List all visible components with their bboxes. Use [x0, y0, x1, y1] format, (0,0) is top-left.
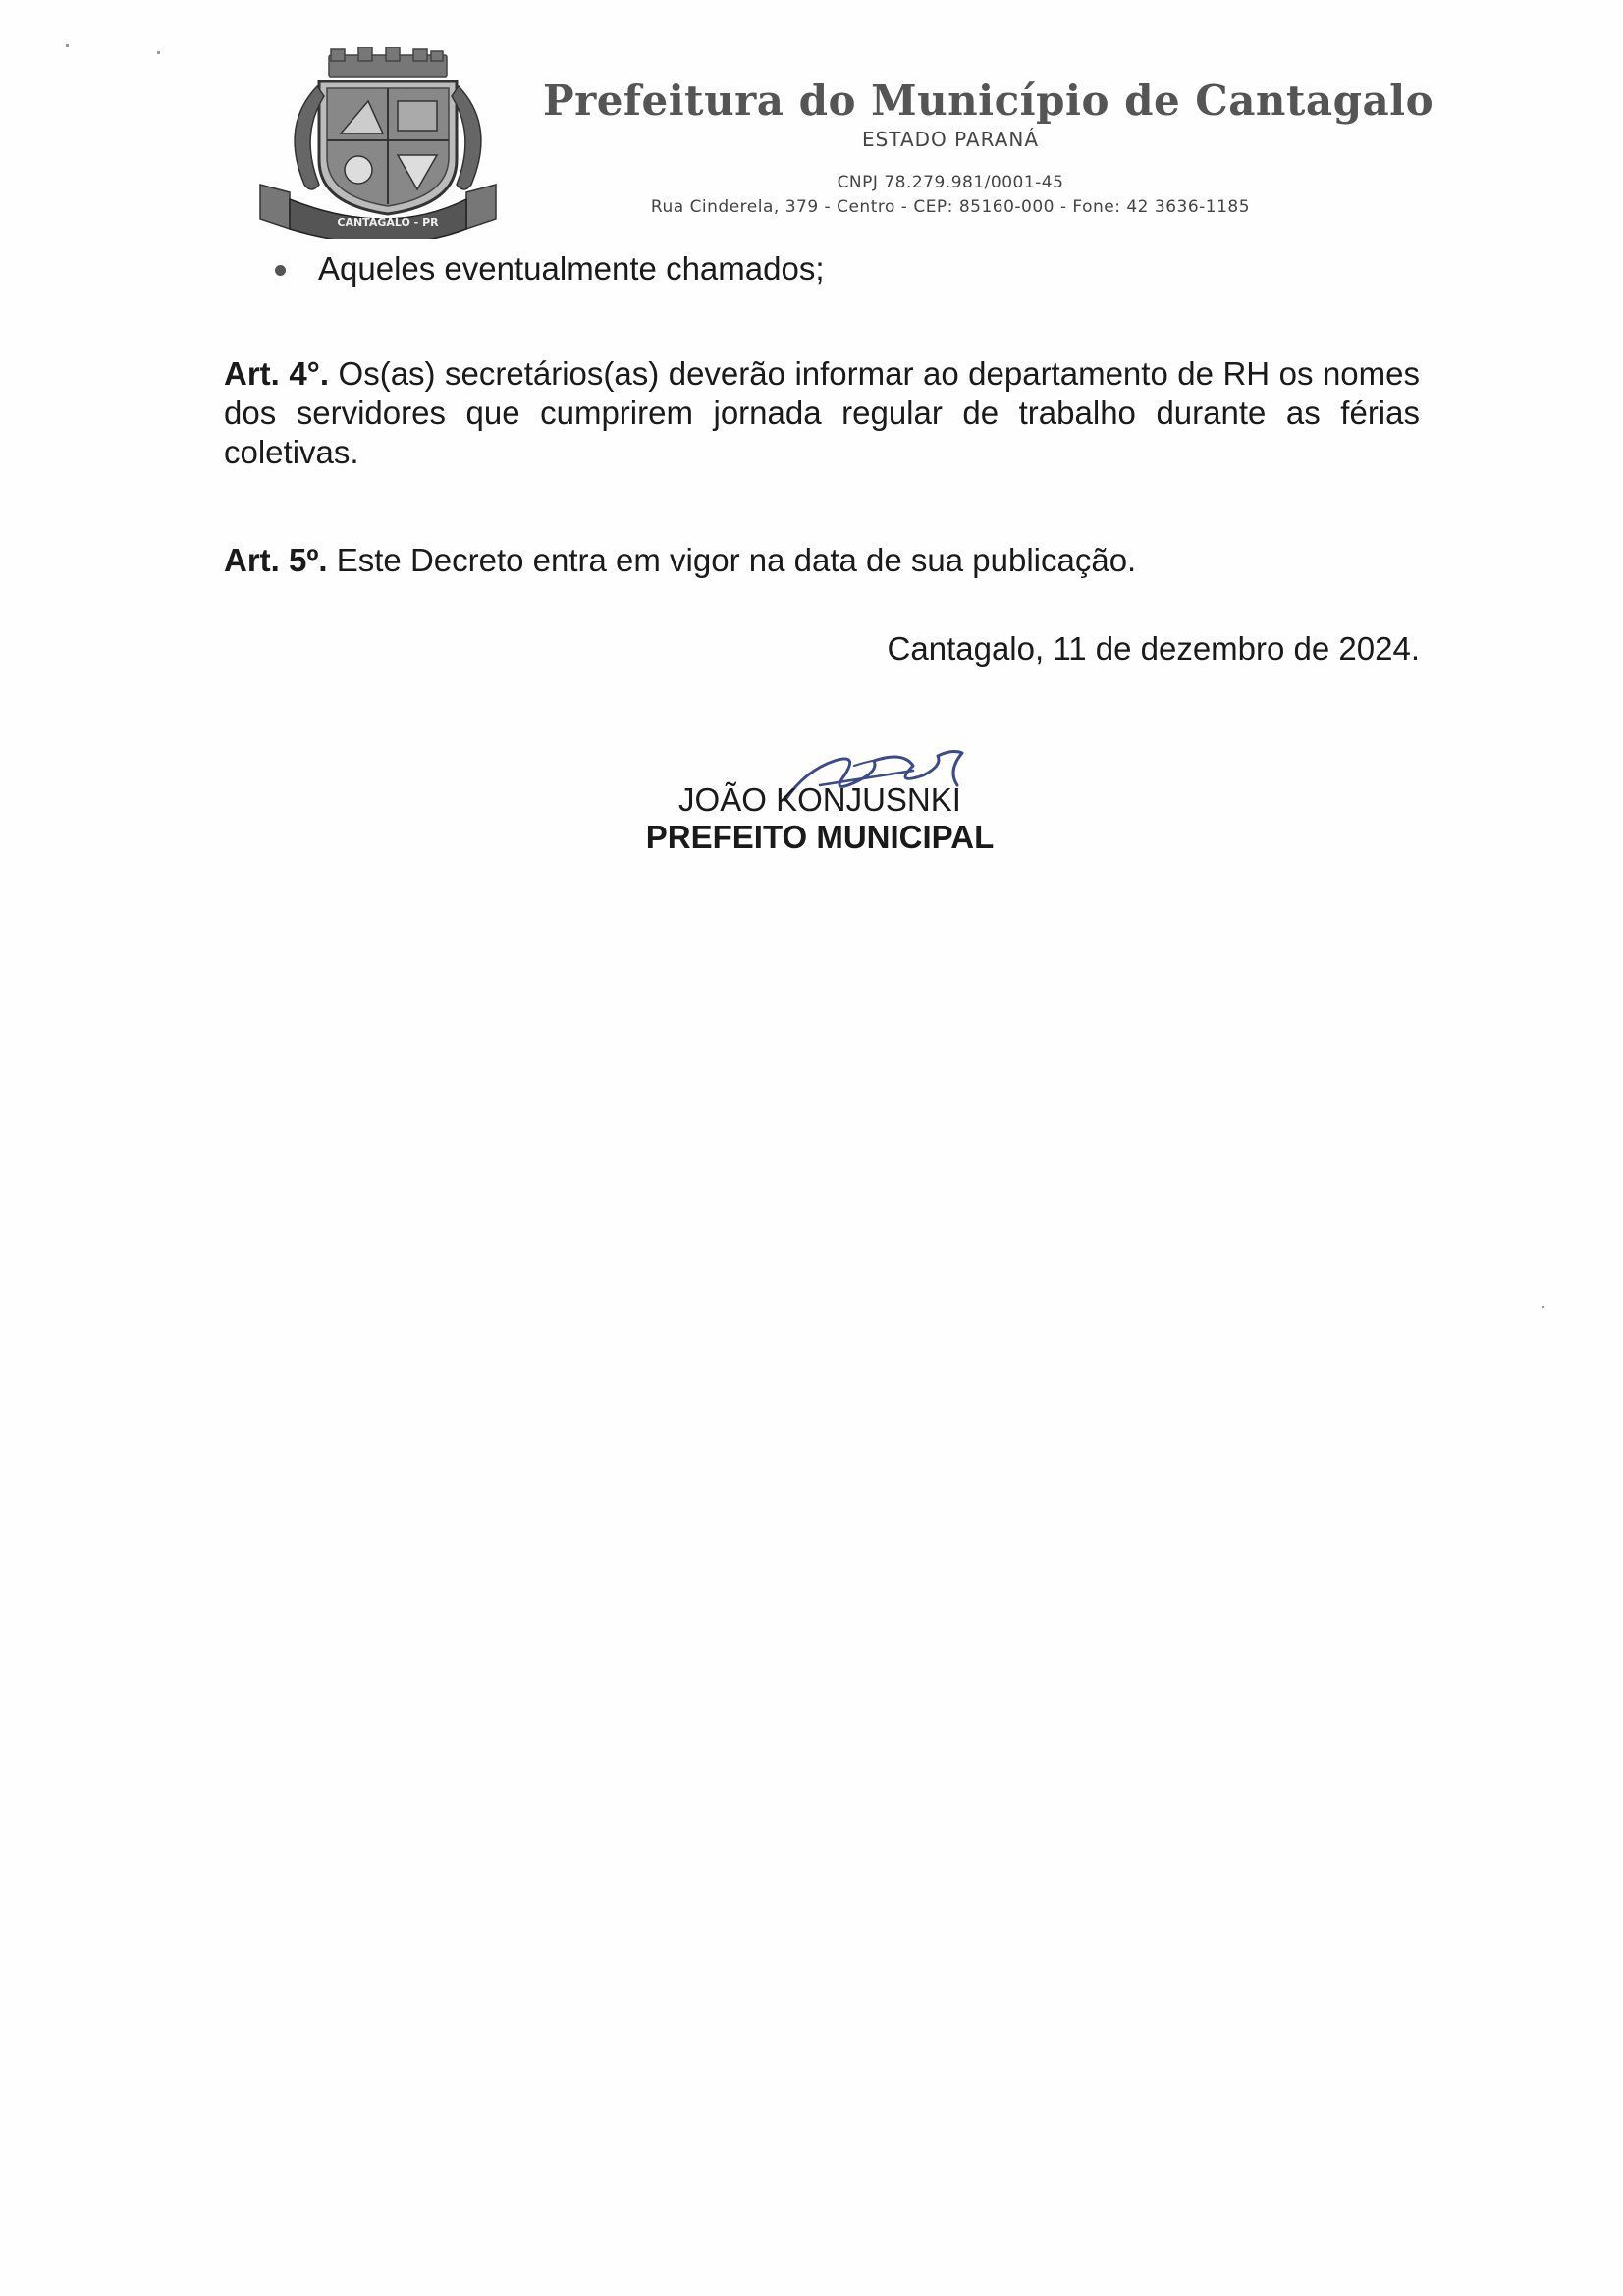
article-4-text: Os(as) secretários(as) deverão informar ao departamento de RH os nomes dos servidores que cumprirem jornada regular de trabalho durante as férias coletivas.: [224, 355, 1421, 470]
article-4-label: Art. 4°.: [224, 355, 330, 392]
signatory-name: JOÃO KONJUSNKI: [678, 781, 961, 818]
crest-ribbon-text: CANTAGALO - PR: [337, 216, 439, 229]
signatory-title: PREFEITO MUNICIPAL: [645, 819, 995, 855]
date-line: Cantagalo, 11 de dezembro de 2024.: [887, 630, 1420, 667]
letterhead-cnpj: CNPJ 78.279.981/0001-45: [837, 173, 1064, 192]
municipal-crest-icon: [250, 47, 506, 239]
list-item: [275, 249, 825, 289]
letterhead-title: Prefeitura do Município de Cantagalo: [543, 77, 1434, 125]
letterhead-address: Rua Cinderela, 379 - Centro - CEP: 85160-000 - Fone: 42 3636-1185: [650, 197, 1251, 217]
article-5-label: Art. 5º.: [224, 542, 328, 578]
article-5-text: Este Decreto entra em vigor na data de sua publicação.: [327, 542, 1137, 578]
scan-speck: [157, 51, 160, 54]
scan-speck: [1542, 1306, 1544, 1308]
bullet-icon: [275, 265, 286, 276]
letterhead: [250, 47, 1434, 243]
letterhead-state: ESTADO PARANÁ: [861, 128, 1040, 151]
scan-speck: [66, 44, 69, 47]
list-item-text: Aqueles eventualmente chamados;: [318, 250, 825, 287]
article-4: [224, 354, 1420, 472]
article-5: [224, 541, 1420, 580]
